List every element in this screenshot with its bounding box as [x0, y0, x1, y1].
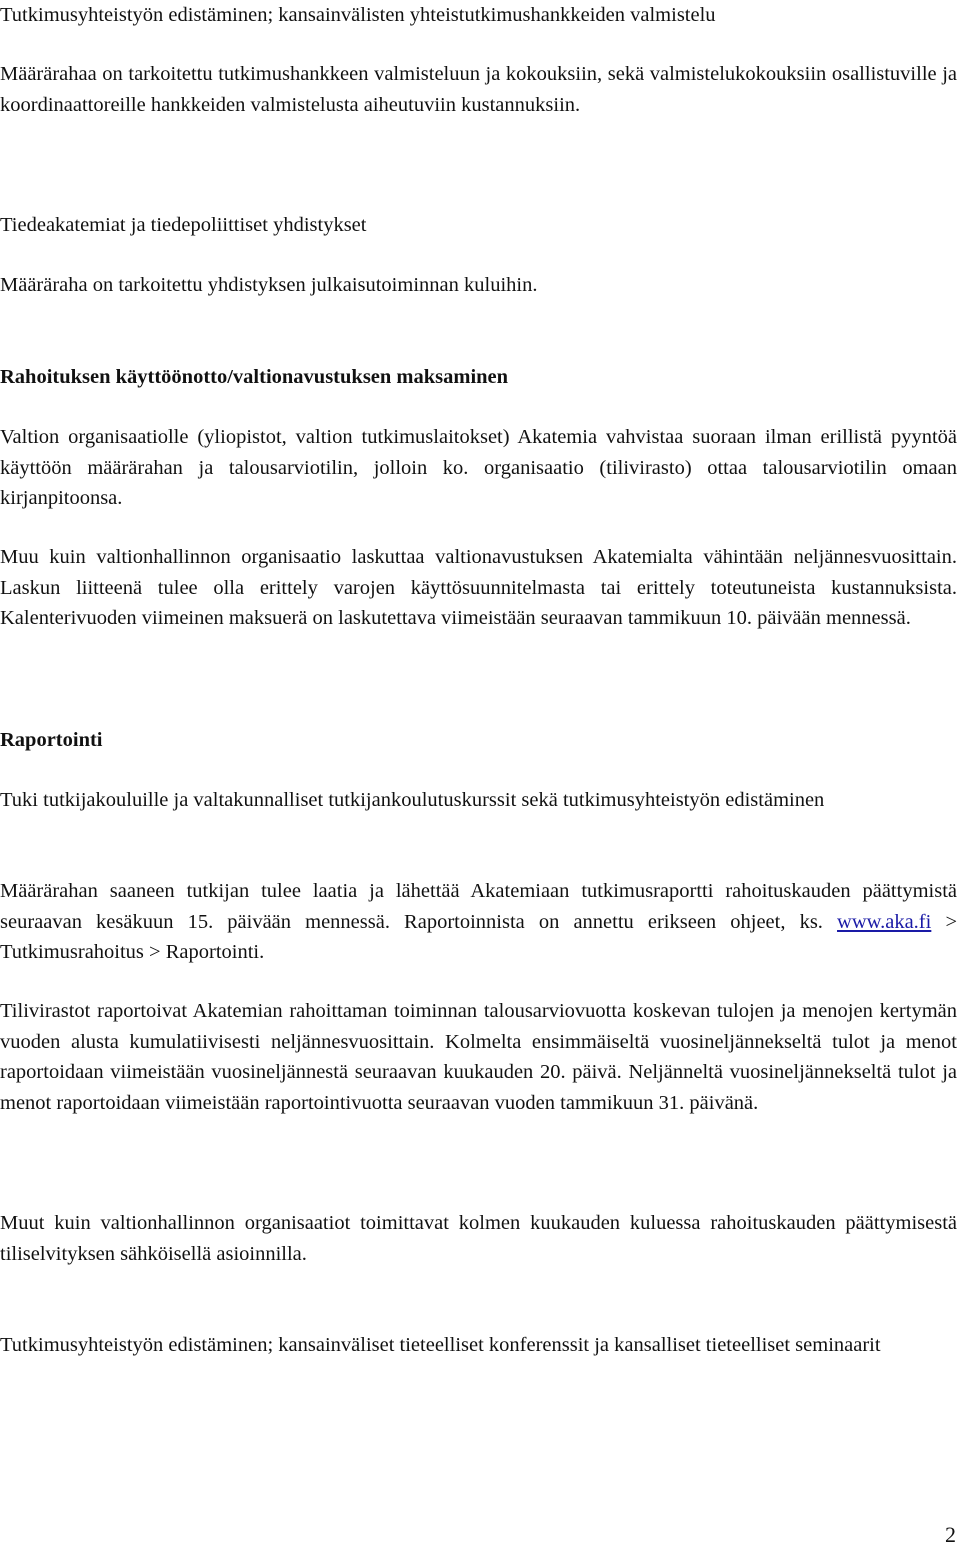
subheading-reporting: Tuki tutkijakouluille ja valtakunnalliset tutkijankoulutuskurssit sekä tutkimusyhteistyön edistäminen — [0, 789, 825, 811]
aka-fi-link[interactable]: www.aka.fi — [837, 910, 932, 933]
paragraph-reporting-2: Tilivirastot raportoivat Akatemian rahoittaman toiminnan talousarviovuotta koskevan tulojen ja menojen kertymän vuoden alusta kumulatiivisesti neljännesvuosittain. Kolmelta ensimmäiseltä vuosineljännekseltä tulot ja menot raportoidaan viimeistään vuosineljännestä seuraavan kuukauden 20. päivä. Neljänneltä vuosineljännekseltä tulot ja menot raportoidaan viimeistään raportointivuotta seuraavan vuoden tammikuun 31. päivänä. — [0, 1000, 957, 1114]
heading-funding: Rahoituksen käyttöönotto/valtionavustuksen maksaminen — [0, 366, 509, 388]
heading-conferences: Tutkimusyhteistyön edistäminen; kansainväliset tieteelliset konferenssit ja kansalliset tieteelliset seminaarit — [0, 1334, 881, 1356]
page-number: 2 — [945, 1522, 956, 1547]
paragraph-reporting-1-text: Määrärahan saaneen tutkijan tulee laatia ja lähettää Akatemiaan tutkimusraportti rahoituskauden päättymistä seuraavan kesäkuun 15. päivään mennessä. Raportoinnista on annettu erikseen ohjeet, ks. — [0, 880, 957, 933]
section-heading-prep: Tutkimusyhteistyön edistäminen; kansainvälisten yhteistutkimushankkeiden valmistelu — [0, 4, 716, 26]
paragraph-funding-1: Valtion organisaatiolle (yliopistot, valtion tutkimuslaitokset) Akatemia vahvistaa suoraan ilman erillistä pyyntöä käyttöön määrärahan ja talousarviotilin, jolloin ko. organisaatio (tilivirasto) ottaa talousarviotilin omaan kirjanpitoonsa. — [0, 426, 957, 509]
section-heading-academies: Tiedeakatemiat ja tiedepoliittiset yhdistykset — [0, 214, 367, 236]
heading-reporting: Raportointi — [0, 729, 103, 751]
paragraph-academies: Määräraha on tarkoitettu yhdistyksen julkaisutoiminnan kuluihin. — [0, 274, 538, 296]
paragraph-funding-2: Muu kuin valtionhallinnon organisaatio laskuttaa valtionavustuksen Akatemialta vähintään neljännesvuosittain. Laskun liitteenä tulee olla erittely varojen käyttösuunnitelmasta tai erittely toteutuneista kustannuksista. Kalenterivuoden viimeinen maksuerä on laskutettava viimeistään seuraavan tammikuun 10. päivään mennessä. — [0, 546, 957, 629]
paragraph-reporting-1 — [0, 876, 957, 968]
paragraph-reporting-3: Muut kuin valtionhallinnon organisaatiot toimittavat kolmen kuukauden kuluessa rahoituskauden päättymisestä tiliselvityksen sähköisellä asioinnilla. — [0, 1212, 957, 1265]
paragraph-prep: Määrärahaa on tarkoitettu tutkimushankkeen valmisteluun ja kokouksiin, sekä valmistelukokouksiin osallistuville ja koordinaattoreille hankkeiden valmistelusta aiheutuviin kustannuksiin. — [0, 63, 957, 116]
paragraph-reporting-1-path: > Tutkimusrahoitus > Raportointi. — [0, 910, 958, 963]
